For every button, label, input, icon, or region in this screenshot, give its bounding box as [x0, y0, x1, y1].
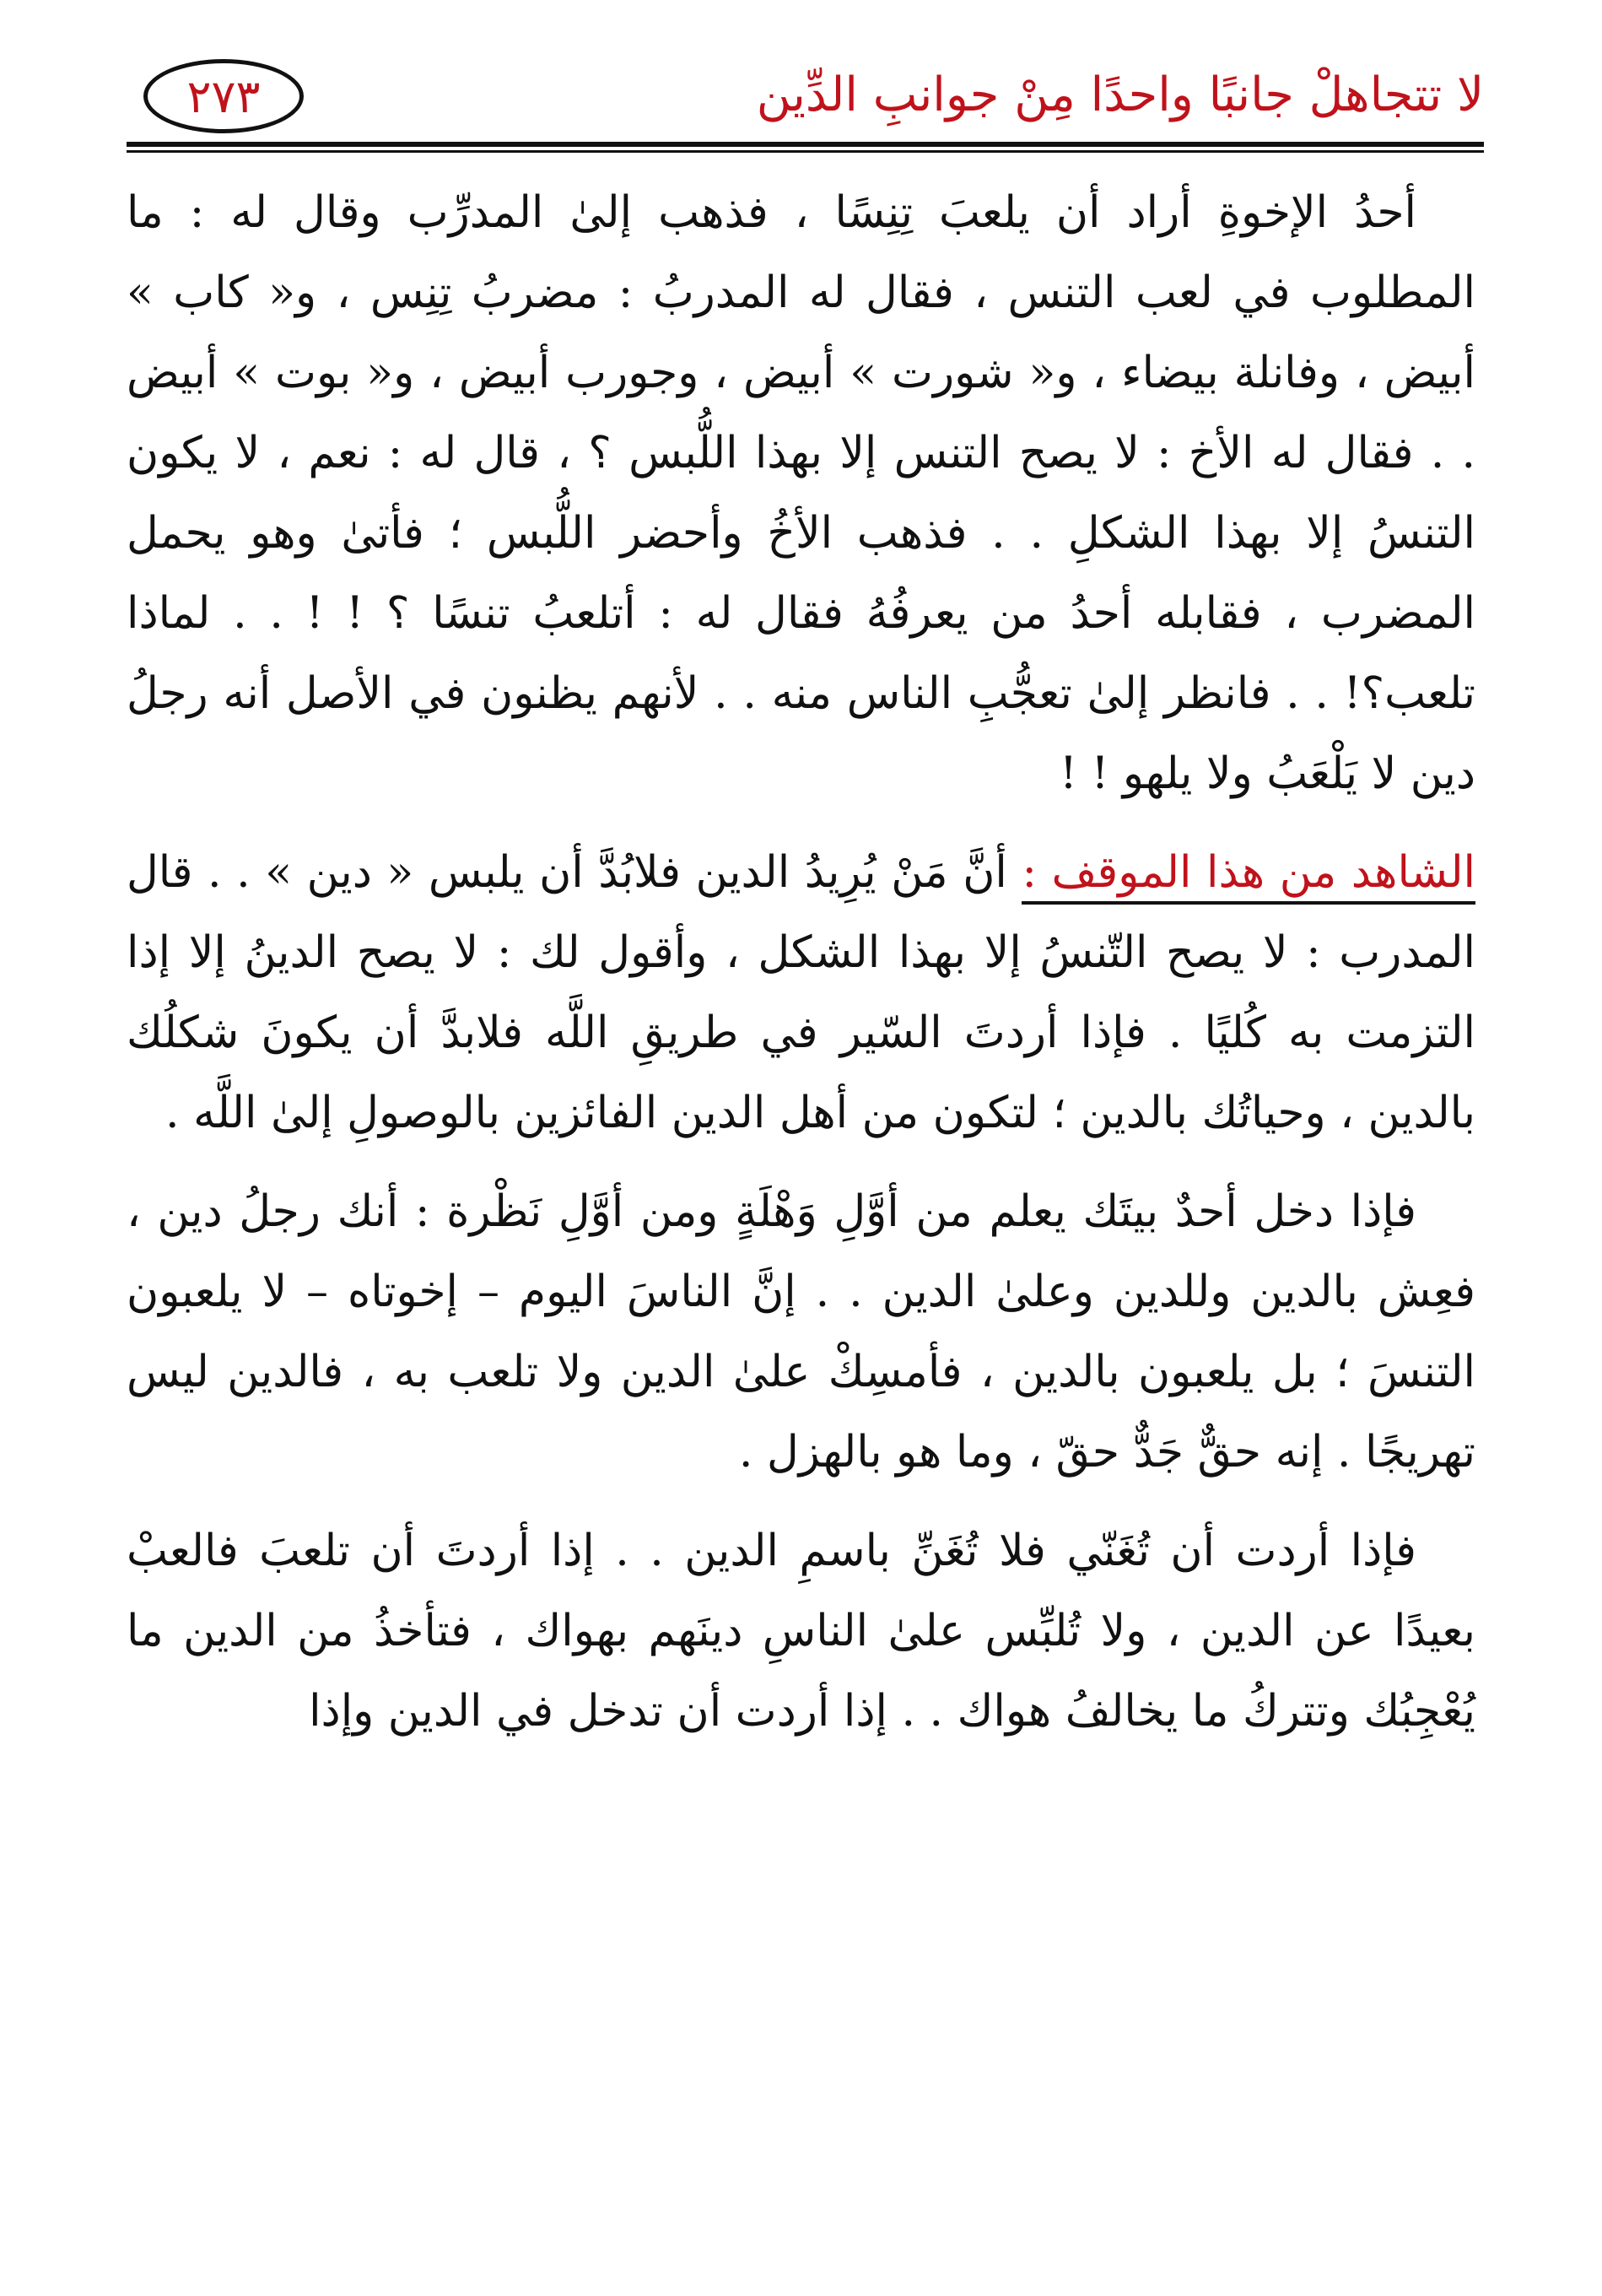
paragraph-2 [127, 833, 1475, 1153]
running-title: لا تتجاهلْ جانبًا واحدًا مِنْ جوانبِ الدِّين [756, 68, 1484, 122]
page-number-badge [143, 59, 304, 133]
paragraph-1: أحدُ الإخوةِ أراد أن يلعبَ تِنِسًا ، فذهب إلىٰ المدرِّب وقال له : ما المطلوب في لعب التنس ، فقال له المدربُ : مضربُ تِنِس ، و« كاب » أبيض ، وفانلة بيضاء ، و« شورت » أبيض ، وجورب أبيض ، و« بوت » أبيض . . فقال له الأخ : لا يصح التنس إلا بهذا اللُّبس ؟ ، قال له : نعم ، لا يكون التنسُ إلا بهذا الشكلِ . . فذهب الأخُ وأحضر اللُّبس ؛ فأتىٰ وهو يحمل المضرب ، فقابله أحدُ من يعرفُهُ فقال له : أتلعبُ تنسًا ؟ ! ! . . لماذا تلعب؟! . . فانظر إلىٰ تعجُّبِ الناس منه . . لأنهم يظنون في الأصل أنه رجلُ دين لا يَلْعَبُ ولا يلهو ! ! [127, 187, 1475, 799]
paragraph-2-text: أنَّ مَنْ يُرِيدُ الدين فلابُدَّ أن يلبس « دين » . . قال المدرب : لا يصح التّنسُ إلا بهذا الشكل ، وأقول لك : لا يصح الدينُ إلا إذا التزمت به كُليًا . فإذا أردتَ السّير في طريقِ اللَّه فلابدَّ أن يكونَ شكلُك بالدين ، وحياتُك بالدين ؛ لتكون من أهل الدين الفائزين بالوصولِ إلىٰ اللَّه . [127, 847, 1475, 1138]
paragraph-3: فإذا دخل أحدٌ بيتَك يعلم من أوَّلِ وَهْلَةٍ ومن أوَّلِ نَظْرة : أنك رجلُ دين ، فعِش بالدين وللدين وعلىٰ الدين . . إنَّ الناسَ اليوم – إخوتاه – لا يلعبون التنسَ ؛ بل يلعبون بالدين ، فأمسِكْ علىٰ الدين ولا تلعب به ، فالدين ليس تهريجًا . إنه حقٌّ جَدٌّ حقّ ، وما هو بالهزل . [127, 1186, 1475, 1478]
page-body [127, 173, 1475, 1770]
page-header [127, 51, 1484, 143]
header-divider-thin [127, 150, 1484, 153]
header-divider-thick [127, 142, 1484, 147]
paragraph-4: فإذا أردت أن تُغَنّي فلا تُغَنِّ باسمِ الدين . . إذا أردتَ أن تلعبَ فالعبْ بعيدًا عن الدين ، ولا تُلبِّس علىٰ الناسِ دينَهم بهواك ، فتأخذُ من الدين ما يُعْجِبُك وتتركُ ما يخالفُ هواك . . إذا أردت أن تدخل في الدين وإذا [127, 1526, 1475, 1737]
page-number: ٢٧٣ [186, 69, 261, 123]
highlight-label: الشاهد من هذا الموقف : [1022, 847, 1475, 905]
header-divider [127, 142, 1484, 154]
